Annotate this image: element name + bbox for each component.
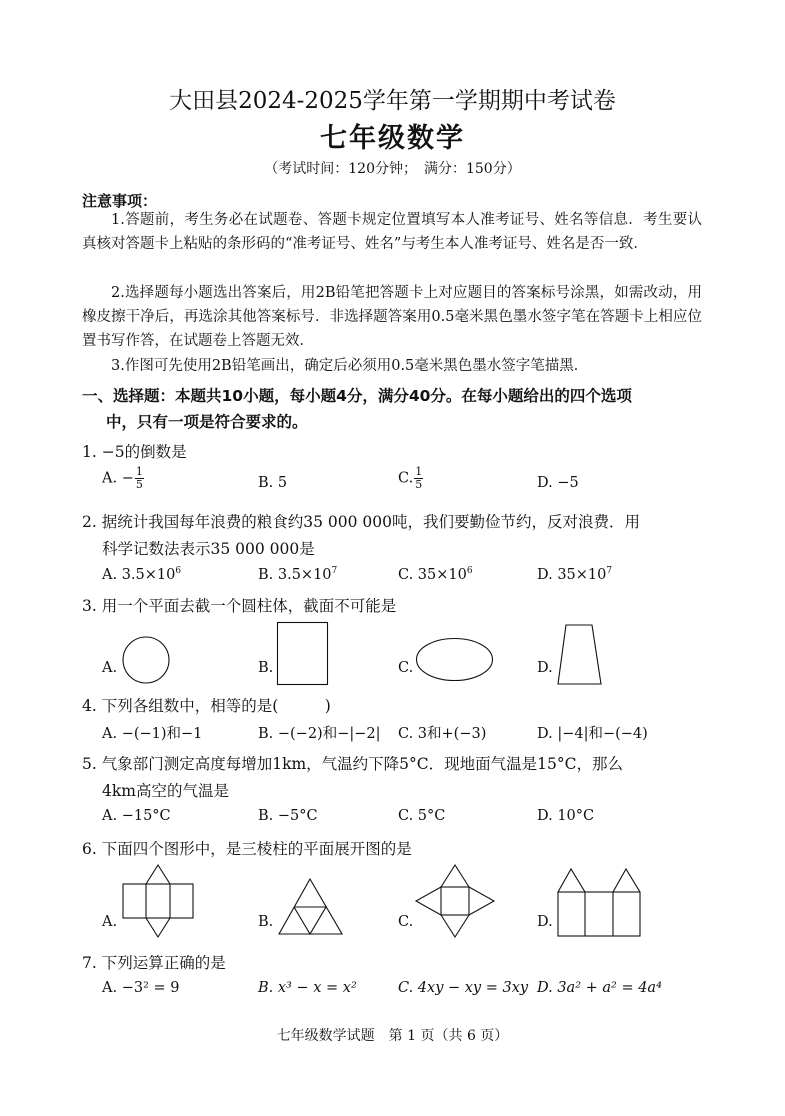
q6-net-d-figure: [556, 866, 642, 938]
q3-stem: 3. 用一个平面去截一个圆柱体，截面不可能是: [82, 597, 397, 615]
q3-option-c: C.: [398, 660, 414, 676]
q2-option-c: C. $35\times 10^6$: [398, 566, 473, 583]
q4-option-c: C. 3和+(−3): [398, 726, 487, 742]
q2-option-a: A. $3.5\times 10^6$: [102, 566, 182, 583]
exam-title: 大田县2024-2025学年第一学期期中考试卷: [169, 88, 616, 114]
notice-heading: 注意事项：: [82, 192, 158, 210]
q6-net-b-figure: [278, 878, 344, 936]
q7-option-a: A. −3² = 9: [102, 980, 180, 996]
q6-option-c: C.: [398, 914, 414, 930]
q1-option-b: B. 5: [258, 475, 288, 491]
q5-option-b: B. −5°C: [258, 808, 318, 824]
q2-stem-line1: 2. 据统计我国每年浪费的粮食约35 000 000吨，我们要勤俭节约，反对浪费．用: [82, 513, 640, 531]
q3-ellipse-figure: [416, 638, 494, 682]
q1-option-d: D. −5: [537, 475, 579, 491]
q3-trapezoid-figure: [557, 624, 603, 686]
q3-option-b: B.: [258, 660, 274, 676]
q1-option-a: A. − $\frac{1}{5}$: [102, 465, 143, 491]
page-footer: 七年级数学试题 第 1 页（共 6 页）: [276, 1028, 509, 1044]
q5-stem-line2: 4km高空的气温是: [102, 782, 229, 800]
q4-option-a: A. −(−1)和−1: [102, 726, 203, 742]
section-heading-line1: 一、选择题：本题共10小题，每小题4分，满分40分。在每小题给出的四个选项: [82, 387, 632, 405]
q6-option-d: D.: [537, 914, 553, 930]
q5-option-c: C. 5°C: [398, 808, 446, 824]
q3-option-a: A.: [102, 660, 118, 676]
q5-option-a: A. −15°C: [102, 808, 171, 824]
q6-stem: 6. 下面四个图形中，是三棱柱的平面展开图的是: [82, 840, 412, 858]
q1-stem: 1. −5的倒数是: [82, 443, 187, 461]
section-heading-line2: 中，只有一项是符合要求的。: [106, 413, 308, 431]
q5-stem-line1: 5. 气象部门测定高度每增加1km，气温约下降5°C．现地面气温是15°C，那么: [82, 755, 623, 773]
q7-option-b: B. x³ − x = x²: [258, 980, 357, 996]
q2-stem-line2: 科学记数法表示35 000 000是: [102, 540, 315, 558]
q6-net-c-figure: [414, 863, 496, 939]
q1-option-c: C. $\frac{1}{5}$: [398, 465, 423, 491]
q4-stem: 4. 下列各组数中，相等的是( ): [82, 697, 331, 715]
q5-option-d: D. 10°C: [537, 808, 595, 824]
notice-item-2: 2.选择题每小题选出答案后，用2B铅笔把答题卡上对应题目的答案标号涂黑，如需改动，用橡皮擦干净后，再选涂其他答案标号．非选择题答案用0.5毫米黑色墨水签字笔在答题卡上相应位置书写作答，在试题卷上答题无效．: [82, 285, 702, 349]
q7-option-d: D. 3a² + a² = 4a⁴: [537, 980, 662, 996]
subject-title: 七年级数学: [320, 123, 465, 154]
notice-item-1: 1.答题前，考生务必在试题卷、答题卡规定位置填写本人准考证号、姓名等信息．考生要认真核对答题卡上粘贴的条形码的“准考证号、姓名”与考生本人准考证号、姓名是否一致．: [82, 212, 702, 252]
q3-circle-figure: [122, 636, 172, 686]
q2-option-d: D. $35\times 10^7$: [537, 566, 613, 583]
q2-option-b: B. $3.5\times 10^7$: [258, 566, 338, 583]
q6-option-b: B.: [258, 914, 274, 930]
q3-option-d: D.: [537, 660, 553, 676]
q6-net-a-figure: [122, 863, 194, 939]
q4-option-d: D. |−4|和−(−4): [537, 726, 648, 742]
q3-rectangle-figure: [277, 622, 329, 686]
q7-option-c: C. 4xy − xy = 3xy: [398, 980, 529, 996]
exam-info: （考试时间：120分钟； 满分：150分）: [264, 161, 521, 177]
q6-option-a: A.: [102, 914, 118, 930]
q4-option-b: B. −(−2)和−|−2|: [258, 726, 381, 742]
notice-item-3: 3.作图可先使用2B铅笔画出，确定后必须用0.5毫米黑色墨水签字笔描黑．: [111, 358, 589, 374]
q7-stem: 7. 下列运算正确的是: [82, 954, 226, 972]
